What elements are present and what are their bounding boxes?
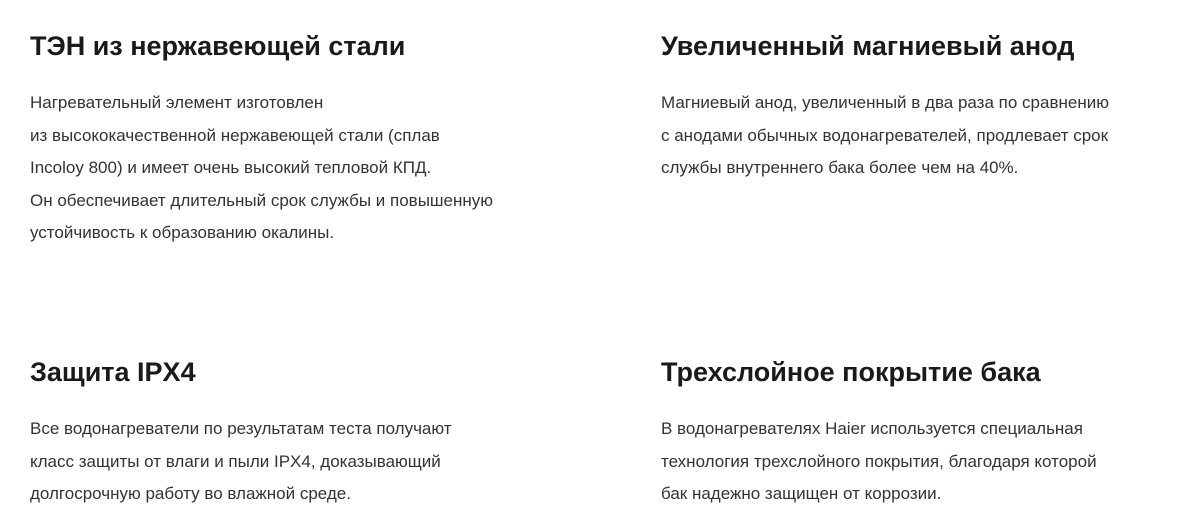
feature-description (30, 87, 560, 250)
feature-description (661, 87, 1191, 185)
description-line: Все водонагреватели по результатам теста получают (30, 419, 452, 438)
description-line: Магниевый анод, увеличенный в два раза по сравнению (661, 93, 1109, 112)
feature-stainless-heater (30, 31, 560, 250)
description-line: Он обеспечивает длительный срок службы и повышенную (30, 190, 494, 210)
description-line: класс защиты от влаги и пыли IPX4, доказывающий (30, 451, 441, 471)
feature-title: ТЭН из нержавеющей стали (30, 31, 406, 61)
description-line: устойчивость к образованию окалины. (30, 223, 335, 242)
feature-title: Увеличенный магниевый анод (661, 31, 1075, 61)
feature-magnesium-anode (661, 31, 1191, 185)
description-line: Incoloy 800) и имеет очень высокий тепловой КПД. (30, 158, 432, 177)
description-line: бак надежно защищен от коррозии. (661, 484, 942, 503)
description-line: с анодами обычных водонагревателей, продлевает срок (661, 125, 1109, 145)
feature-description (30, 413, 560, 511)
description-line: долгосрочную работу во влажной среде. (30, 484, 351, 503)
feature-description (661, 413, 1191, 511)
feature-title: Защита IPX4 (30, 357, 196, 387)
description-line: В водонагревателях Haier используется специальная (661, 419, 1083, 438)
description-line: службы внутреннего бака более чем на 40%. (661, 158, 1019, 177)
description-line: из высококачественной нержавеющей стали (сплав (30, 125, 440, 145)
feature-ipx4-protection (30, 357, 560, 511)
feature-three-layer-coating (661, 357, 1191, 511)
description-line: технология трехслойного покрытия, благодаря которой (661, 451, 1097, 471)
feature-title: Трехслойное покрытие бака (661, 357, 1041, 387)
description-line: Нагревательный элемент изготовлен (30, 93, 324, 112)
